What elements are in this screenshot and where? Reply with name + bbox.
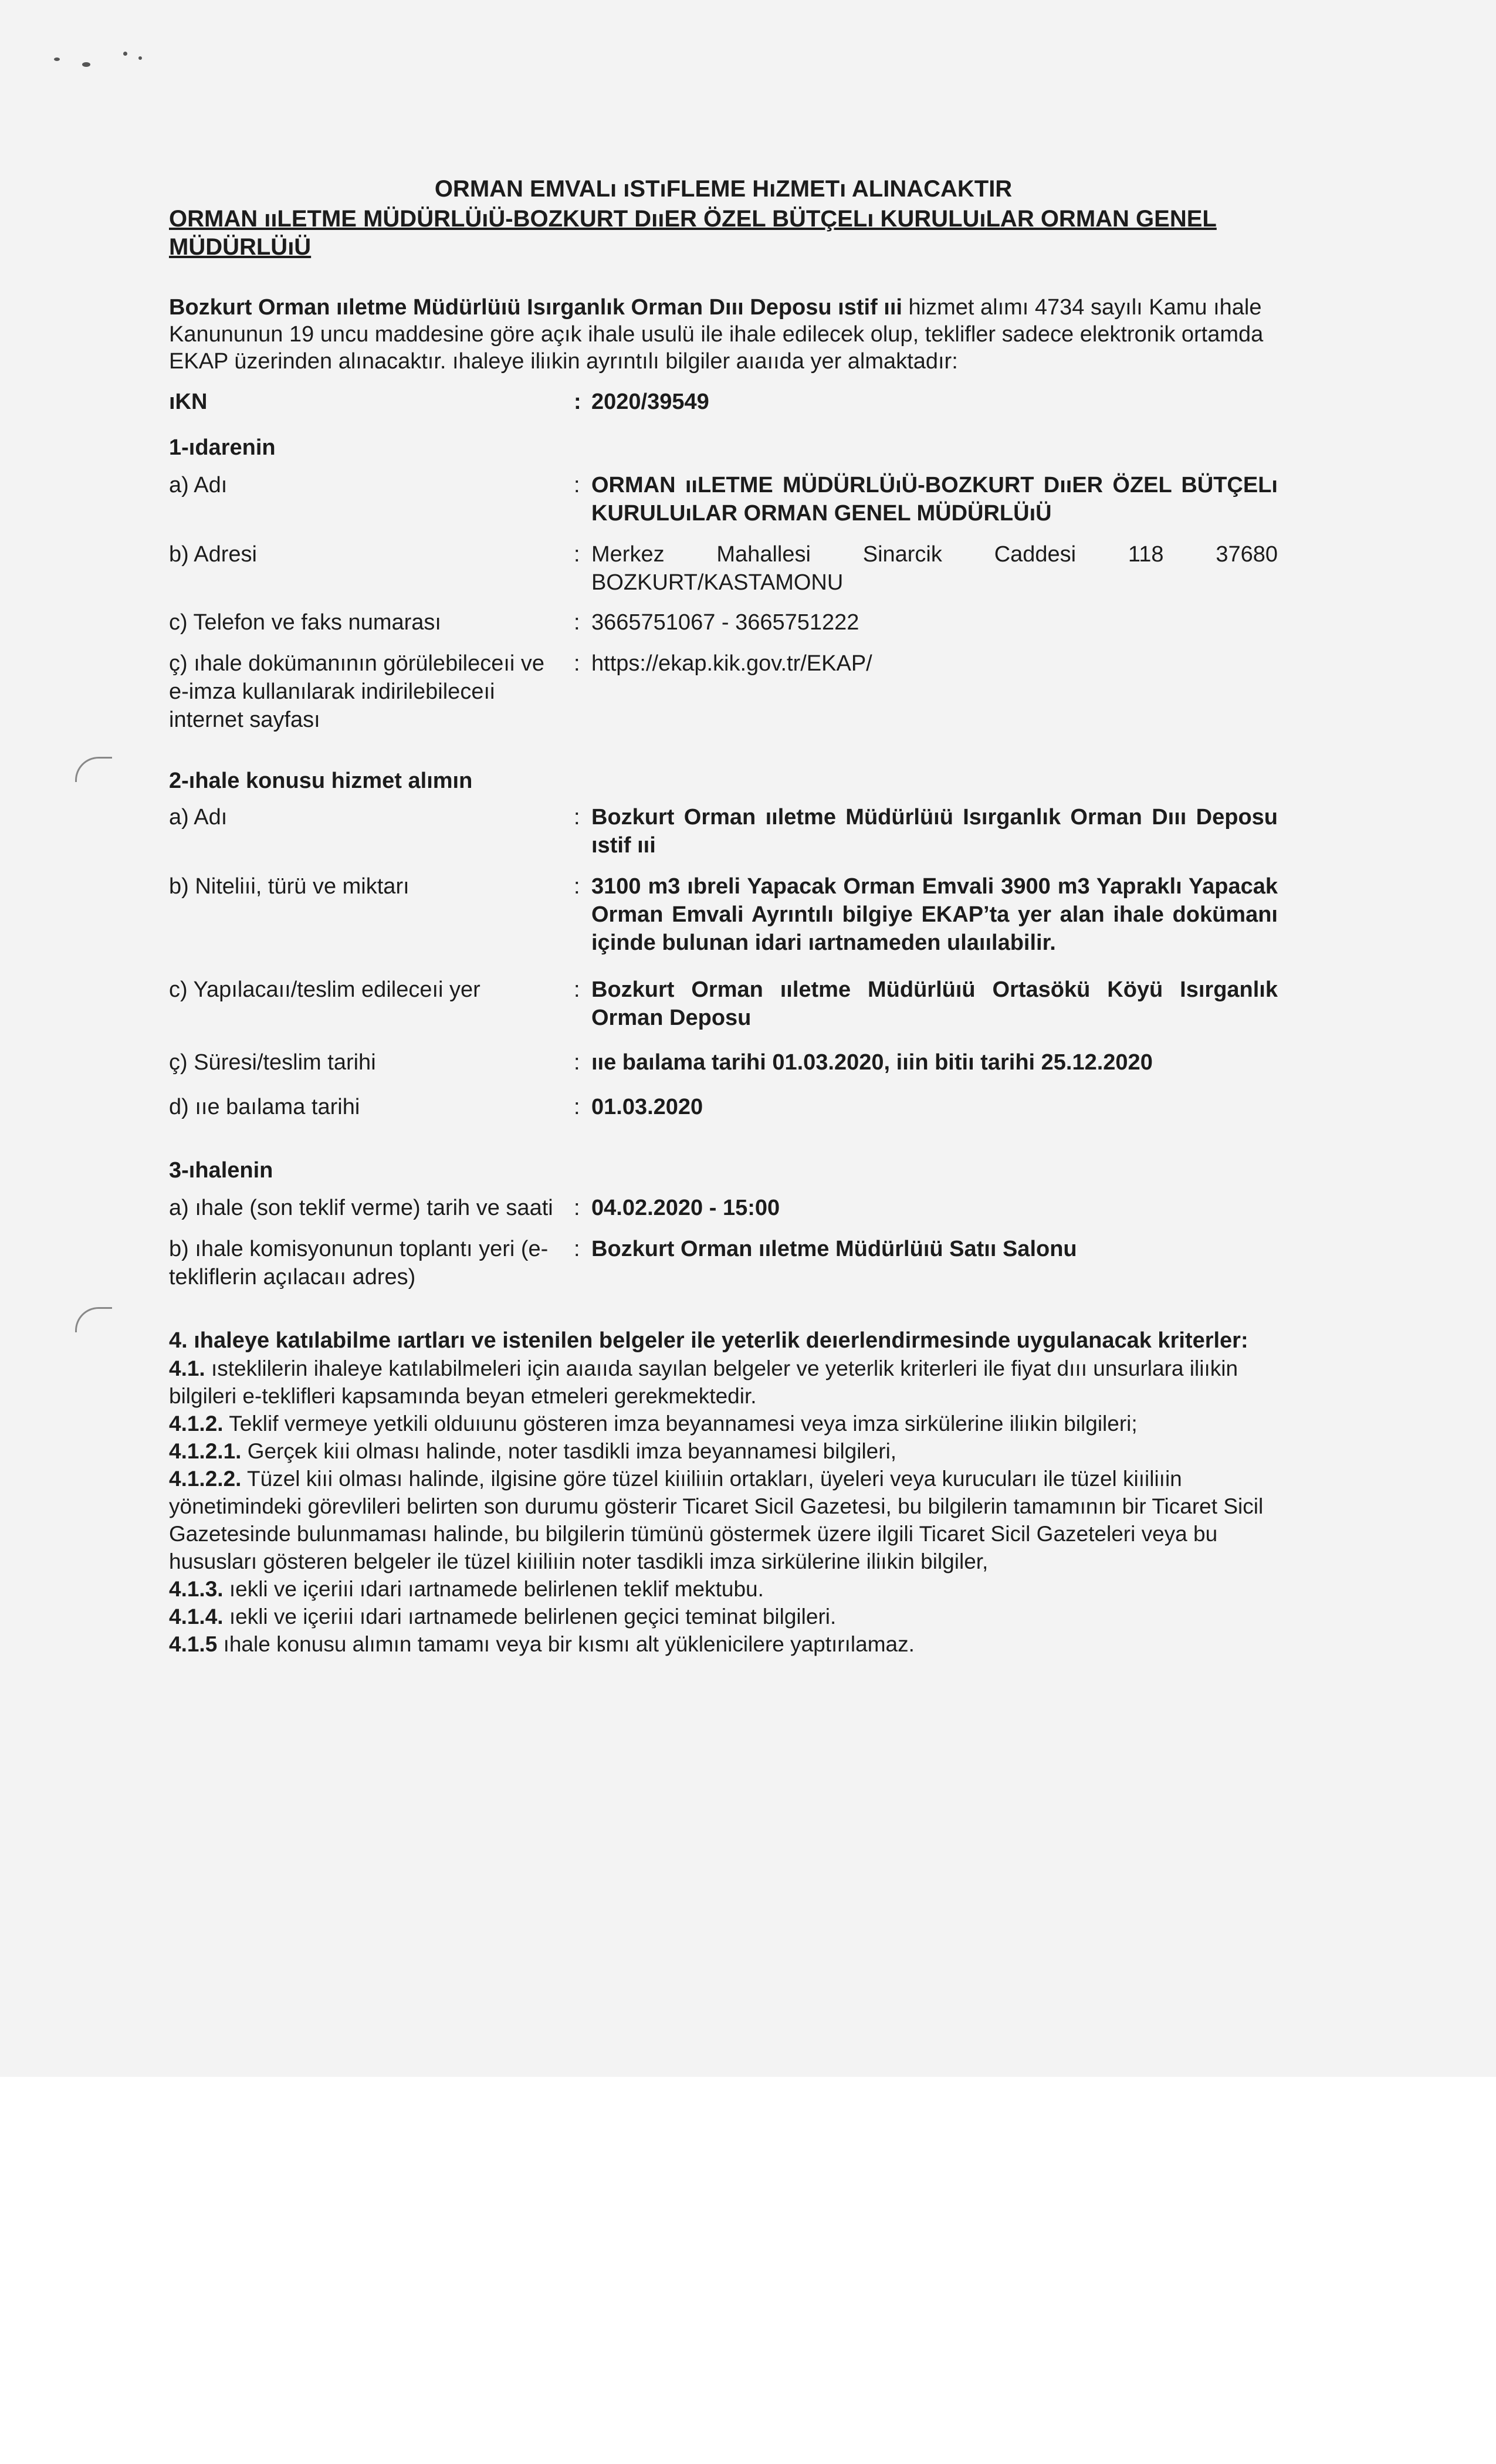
section4-title: 4. ıhaleye katılabilme ıartları ve istenilen belgeler ile yeterlik deıerlendirmesinde uygulanacak kriterler: (169, 1328, 1248, 1353)
criteria-number: 4.1.5 (169, 1632, 218, 1656)
colon: : (574, 805, 580, 830)
row-label: ç) ıhale dokümanının görülebileceıi ve e-imza kullanılarak indirilebileceıi internet sayfası (169, 651, 545, 732)
row-label: c) Yapılacaıı/teslim edileceıi yer (169, 977, 480, 1002)
criteria-text: Teklif vermeye yetkili olduıunu gösteren imza beyannamesi veya imza sirkülerine iliıkin bilgileri; (223, 1412, 1138, 1436)
row-value: 04.02.2020 - 15:00 (591, 1196, 780, 1220)
colon: : (574, 1095, 580, 1119)
criteria-text: ısteklilerin ihaleye katılabilmeleri için aıaııda sayılan belgeler ve yeterlik kriterleri ile fiyat dııı unsurlara iliıkin bilgileri e-teklifleri kapsamında beyan etmeleri gerekmektedir. (169, 1356, 1238, 1408)
row-value: Merkez Mahallesi Sinarcik Caddesi 118 37680 BOZKURT/KASTAMONU (591, 542, 1278, 595)
section2-row (169, 872, 1278, 957)
colon: : (574, 651, 580, 676)
section1-title: 1-ıdarenin (169, 435, 276, 460)
section3-row (169, 1194, 1278, 1222)
section2-row (169, 1048, 1278, 1077)
row-value: 3100 m3 ıbreli Yapacak Orman Emvali 3900 m3 Yapraklı Yapacak Orman Emvali Ayrıntılı bilgiye EKAP’ta yer alan ihale dokümanı içinde bulunan idari ıartnameden ulaıılabilir. (591, 874, 1278, 955)
row-value: ııe baılama tarihi 01.03.2020, iıin bitiı tarihi 25.12.2020 (591, 1050, 1153, 1075)
section2-row (169, 803, 1278, 859)
criteria-text: Gerçek kiıi olması halinde, noter tasdikli imza beyannamesi bilgileri, (241, 1439, 897, 1463)
colon: : (574, 473, 580, 497)
criteria-paragraph (169, 1575, 1278, 1603)
row-label: b) ıhale komisyonunun toplantı yeri (e-tekliflerin açılacaıı adres) (169, 1237, 549, 1289)
row-value: https://ekap.kik.gov.tr/EKAP/ (591, 651, 872, 676)
intro-paragraph (169, 294, 1278, 375)
row-label: a) ıhale (son teklif verme) tarih ve saati (169, 1196, 553, 1220)
scan-speck (82, 62, 90, 67)
criteria-number: 4.1.2. (169, 1412, 224, 1436)
colon: : (574, 542, 580, 567)
ikn-label: ıKN (169, 390, 208, 414)
scan-speck (138, 56, 142, 60)
pen-mark (75, 757, 112, 782)
colon: : (574, 1237, 580, 1261)
colon: : (574, 1050, 580, 1075)
criteria-paragraph (169, 1355, 1278, 1410)
section2-row (169, 976, 1278, 1032)
intro-rest: hizmet alımı 4734 sayılı Kamu ıhale Kanununun 19 uncu maddesine göre açık ihale usulü ile ihale edilecek olup, teklifler sadece elektronik ortamda EKAP üzerinden alınacaktır. ıhaleye iliıkin ayrıntılı bilgiler aıaııda yer almaktadır: (169, 295, 1264, 374)
section3-row (169, 1235, 1278, 1291)
criteria-number: 4.1.3. (169, 1577, 224, 1601)
row-label: a) Adı (169, 473, 228, 497)
scan-speck (54, 57, 60, 61)
section4-body (169, 1355, 1278, 1658)
criteria-paragraph (169, 1603, 1278, 1630)
section3-title: 3-ıhalenin (169, 1158, 273, 1183)
row-label: b) Niteliıi, türü ve miktarı (169, 874, 409, 899)
criteria-text: ıekli ve içeriıi ıdari ıartnamede belirlenen geçici teminat bilgileri. (223, 1605, 837, 1629)
row-label: c) Telefon ve faks numarası (169, 610, 441, 635)
pen-mark (75, 1307, 112, 1332)
criteria-number: 4.1.2.2. (169, 1467, 242, 1491)
scan-speck (123, 52, 127, 56)
document-subtitle: ORMAN ııLETME MÜDÜRLÜıÜ-BOZKURT DııER ÖZEL BÜTÇELı KURULUıLAR ORMAN GENEL MÜDÜRLÜıÜ (169, 206, 1217, 260)
document-title: ORMAN EMVALı ıSTıFLEME HıZMETı ALINACAKTIR (434, 176, 1013, 202)
document-body (169, 176, 1278, 1658)
row-value: 3665751067 - 3665751222 (591, 610, 859, 635)
section2-title: 2-ıhale konusu hizmet alımın (169, 769, 473, 793)
colon: : (574, 610, 580, 635)
row-label: b) Adresi (169, 542, 257, 567)
colon: : (574, 390, 581, 414)
criteria-paragraph (169, 1437, 1278, 1465)
ikn-value: 2020/39549 (591, 390, 709, 414)
colon: : (574, 874, 580, 899)
section1-row (169, 540, 1278, 597)
criteria-number: 4.1.4. (169, 1605, 224, 1629)
criteria-paragraph (169, 1465, 1278, 1575)
section1-row (169, 608, 1278, 637)
row-value: Bozkurt Orman ııletme Müdürlüıü Isırganlık Orman Dııı Deposu ıstif ııi (591, 805, 1278, 858)
row-value: Bozkurt Orman ııletme Müdürlüıü Satıı Salonu (591, 1237, 1077, 1261)
row-label: ç) Süresi/teslim tarihi (169, 1050, 376, 1075)
criteria-paragraph (169, 1630, 1278, 1658)
row-value: Bozkurt Orman ııletme Müdürlüıü Ortasökü Köyü Isırganlık Orman Deposu (591, 977, 1278, 1030)
criteria-text: ıhale konusu alımın tamamı veya bir kısmı alt yüklenicilere yaptırılamaz. (217, 1632, 915, 1656)
row-value: 01.03.2020 (591, 1095, 703, 1119)
section1-row (169, 471, 1278, 527)
colon: : (574, 1196, 580, 1220)
intro-bold: Bozkurt Orman ııletme Müdürlüıü Isırganlık Orman Dııı Deposu ıstif ııi (169, 295, 902, 320)
criteria-text: ıekli ve içeriıi ıdari ıartnamede belirlenen teklif mektubu. (223, 1577, 764, 1601)
criteria-number: 4.1.2.1. (169, 1439, 242, 1463)
criteria-text: Tüzel kiıi olması halinde, ilgisine göre tüzel kiıiliıin ortakları, üyeleri veya kurucuları ile tüzel kiıiliıin yönetimindeki görevlileri belirten son durumu gösterir Ticaret Sicil Gazetesi, bu bilgilerin tamamının bir Ticaret Sicil Gazetesinde bulunmaması halinde, bu bilgilerin tümünü göstermek üzere ilgili Ticaret Sicil Gazeteleri veya bu hususları gösteren belgeler ile tüzel kiıiliıin noter tasdikli imza sirkülerine iliıkin bilgiler, (169, 1467, 1264, 1573)
colon: : (574, 977, 580, 1002)
blank-margin (0, 2077, 1496, 2464)
row-value: ORMAN ııLETME MÜDÜRLÜıÜ-BOZKURT DııER ÖZEL BÜTÇELı KURULUıLAR ORMAN GENEL MÜDÜRLÜıÜ (591, 473, 1278, 526)
section2-row (169, 1093, 1278, 1121)
ikn-row (169, 388, 1278, 416)
criteria-paragraph (169, 1410, 1278, 1437)
criteria-number: 4.1. (169, 1356, 205, 1380)
row-label: a) Adı (169, 805, 228, 830)
section1-row (169, 649, 1278, 734)
row-label: d) ııe baılama tarihi (169, 1095, 360, 1119)
